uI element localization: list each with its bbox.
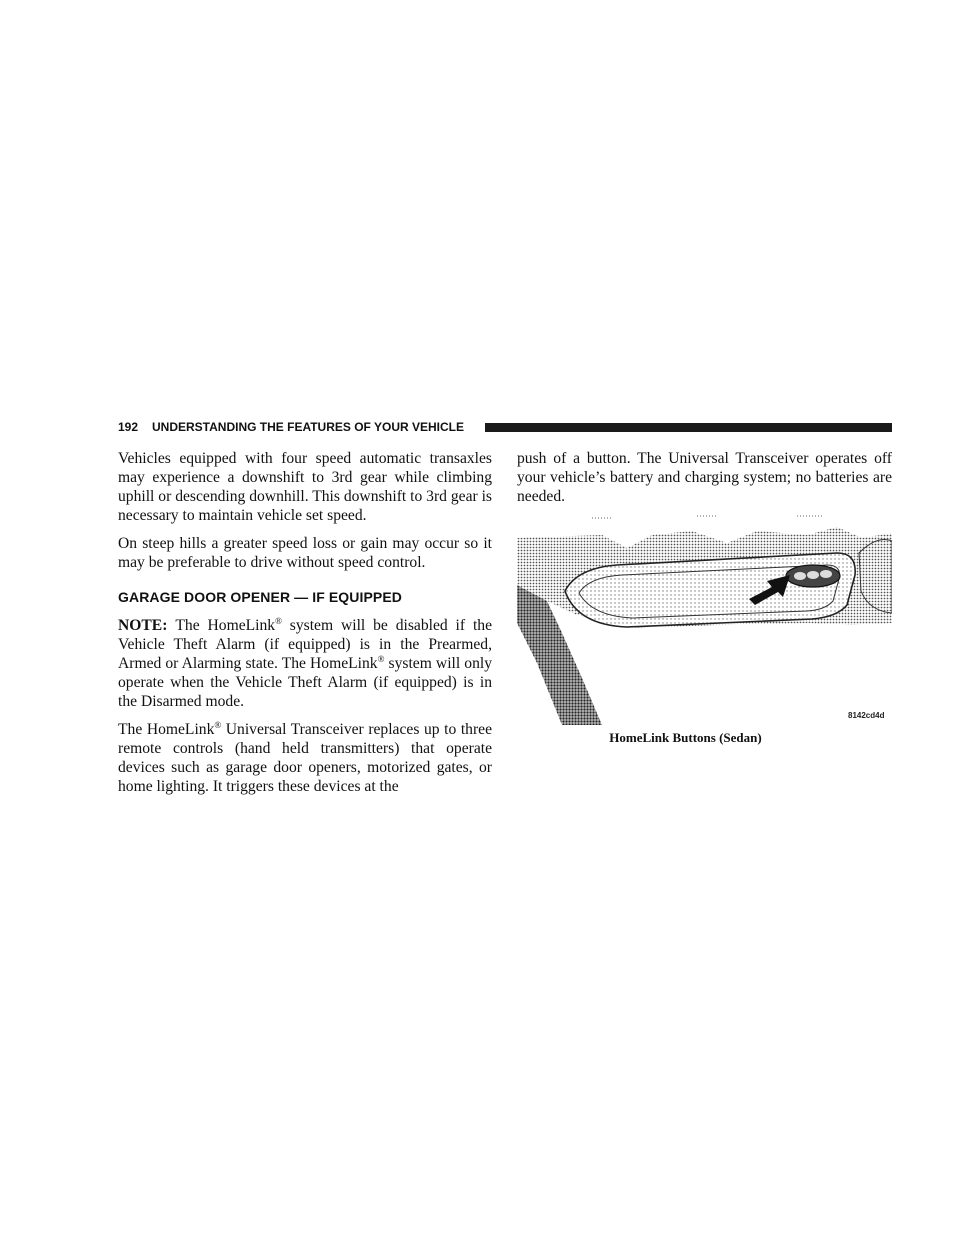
caption-text: HomeLink Buttons (Sedan): [609, 730, 762, 745]
registered-mark: ®: [214, 720, 222, 730]
note-text-part: The HomeLink: [175, 617, 276, 634]
note-text-part: system will only operate when the Vehicle Theft Alarm (if equipped) is in the Disarmed mode.: [118, 655, 492, 710]
note-label: NOTE:: [118, 617, 168, 634]
image-code: 8142cd4d: [848, 711, 885, 720]
homelink-illustration: [517, 513, 892, 725]
section-heading: GARAGE DOOR OPENER — IF EQUIPPED: [118, 589, 403, 605]
header-rule: [485, 423, 892, 432]
figure-caption: [517, 730, 892, 746]
registered-mark: ®: [275, 616, 282, 626]
note-paragraph: [118, 616, 492, 711]
section-title: UNDERSTANDING THE FEATURES OF YOUR VEHICLE: [152, 420, 465, 434]
paragraph-steep-hills: On steep hills a greater speed loss or gain may occur so it may be preferable to drive without speed control.: [118, 535, 492, 571]
note-text-part: system will be disabled if the Vehicle Theft Alarm (if equipped) is in the Prearmed, Armed or Alarming state. The HomeLink: [118, 617, 493, 672]
page-number: 192: [118, 420, 139, 434]
left-column: [118, 449, 492, 805]
registered-mark: ®: [377, 654, 385, 664]
paragraph-push-button: push of a button. The Universal Transceiver operates off your vehicle’s battery and charging system; no batteries are needed.: [517, 450, 892, 505]
paragraph-speed-downshift: Vehicles equipped with four speed automatic transaxles may experience a downshift to 3rd gear while climbing uphill or descending downhill. This downshift to 3rd gear is necessary to maintain vehicle set speed.: [118, 450, 492, 524]
paragraph-text-part: The HomeLink: [118, 721, 215, 738]
page-header: [118, 419, 892, 435]
paragraph-text-part: Universal Transceiver replaces up to three remote controls (hand held transmitters) that operate devices such as garage door openers, motorized gates, or home lighting. It triggers these devices at the: [118, 721, 492, 795]
paragraph-homelink-transceiver: [118, 720, 492, 796]
right-column: [517, 449, 892, 515]
